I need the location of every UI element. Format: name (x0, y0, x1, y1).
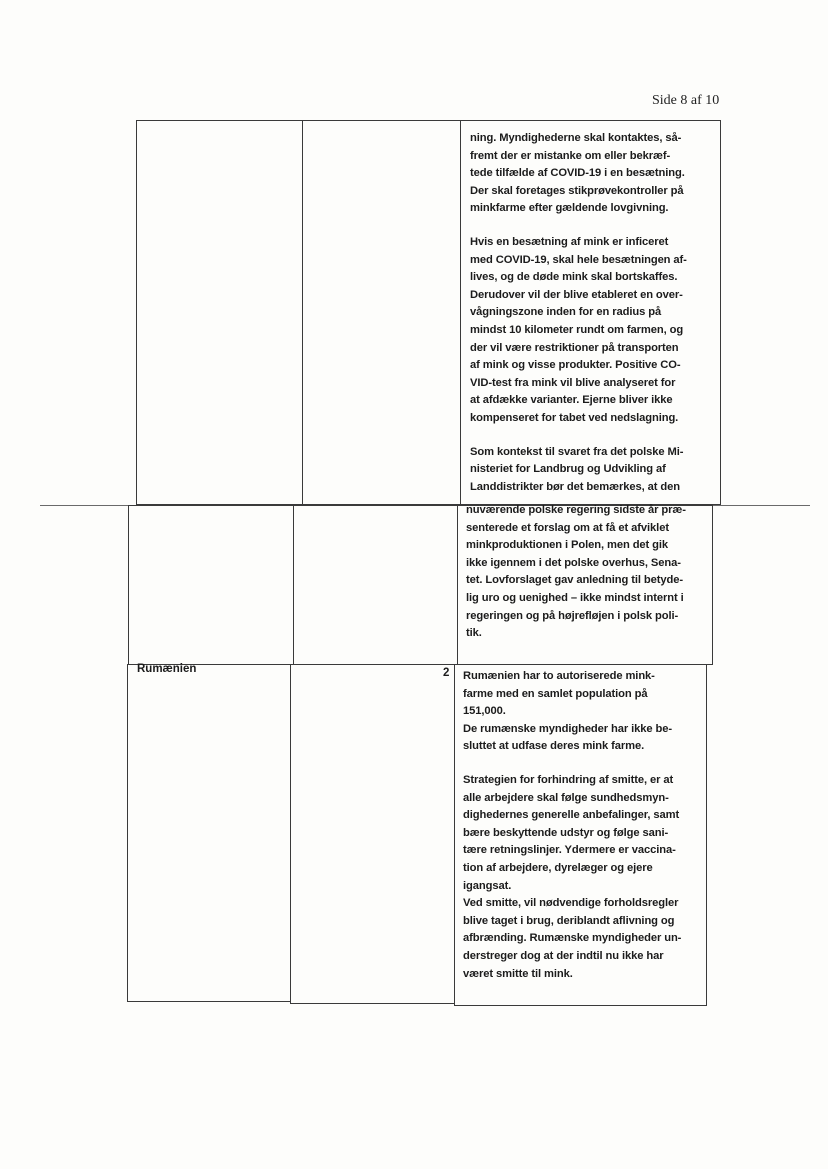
text-line: tik. (466, 627, 482, 640)
row2-text (463, 668, 681, 983)
text-line: Som kontekst til svaret fra det polske Mi- (470, 445, 684, 458)
row1-count-cell-lower (293, 505, 458, 665)
text-line: Strategien for forhindring af smitte, er at (463, 773, 674, 786)
text-line: regeringen og på højrefløjen i polsk poli- (466, 609, 679, 622)
text-line: ning. Myndighederne skal kontaktes, så- (470, 132, 682, 144)
text-line: farme med en samlet population på (463, 687, 648, 700)
text-line: været smitte til mink. (463, 967, 573, 980)
text-line: minkproduktionen i Polen, men det gik (466, 539, 669, 552)
row2-country-cell (127, 664, 291, 1002)
text-line: blive taget i brug, deriblandt aflivning og (463, 914, 675, 927)
text-line: derstreger dog at der indtil nu ikke har (463, 949, 664, 962)
text-line: 151,000. (463, 705, 506, 718)
page-number: Side 8 af 10 (652, 93, 720, 108)
text-line: tet. Lovforslaget gav anledning til betyde- (466, 574, 683, 587)
text-line: kompenseret for tabet ved nedslagning. (470, 411, 679, 424)
text-line: tære retningslinjer. Ydermere er vaccina- (463, 844, 676, 857)
text-line: afbrænding. Rumænske myndigheder un- (463, 932, 682, 945)
text-line: fremt der er mistanke om eller bekræf- (470, 149, 671, 162)
row1-country-cell-upper (136, 120, 303, 505)
mink-farm-count: 2 (443, 667, 450, 679)
text-line: tion af arbejdere, dyrelæger og ejere (463, 861, 653, 874)
text-line: ikke igennem i det polske overhus, Sena- (466, 556, 681, 569)
text-line: Der skal foretages stikprøvekontroller på (470, 184, 684, 197)
text-line: bære beskyttende udstyr og følge sani- (463, 826, 669, 839)
text-line: Derudover vil der blive etableret en over- (470, 288, 683, 301)
text-line: minkfarme efter gældende lovgivning. (470, 202, 669, 215)
text-line: VID-test fra mink vil blive analyseret for (470, 376, 676, 389)
row2-count-cell (290, 664, 455, 1004)
text-line: af mink og visse produkter. Positive CO- (470, 359, 681, 372)
row1-count-cell-upper (302, 120, 461, 505)
text-line: De rumænske myndigheder har ikke be- (463, 722, 673, 735)
text-line: der vil være restriktioner på transporten (470, 341, 679, 354)
text-line: nuværende polske regering sidste år præ- (466, 504, 686, 516)
row1-text-lower (466, 502, 686, 643)
text-line: alle arbejdere skal følge sundhedsmyn- (463, 791, 669, 804)
text-line: vågningszone inden for en radius på (470, 306, 662, 319)
text-line: senterede et forslag om at få et afviklet (466, 521, 669, 534)
text-line: Ved smitte, vil nødvendige forholdsregler (463, 897, 679, 910)
text-line: sluttet at udfase deres mink farme. (463, 740, 645, 753)
text-line: Rumænien har to autoriserede mink- (463, 670, 655, 682)
text-line: at afdække varianter. Ejerne bliver ikke (470, 394, 673, 407)
text-line: Landdistrikter bør det bemærkes, at den (470, 480, 680, 493)
text-line: tede tilfælde af COVID-19 i en besætning. (470, 167, 685, 180)
text-line: Hvis en besætning af mink er inficeret (470, 235, 669, 248)
text-line: lives, og de døde mink skal bortskaffes. (470, 271, 678, 284)
row1-country-cell-lower (128, 505, 294, 665)
row1-text-upper (470, 130, 687, 496)
text-line: igangsat. (463, 879, 512, 892)
text-line: nisteriet for Landbrug og Udvikling af (470, 463, 666, 476)
text-line: lig uro og uenighed – ikke mindst internt i (466, 591, 684, 604)
text-line: mindst 10 kilometer rundt om farmen, og (470, 323, 684, 336)
country-label: Rumænien (137, 663, 197, 675)
text-line: med COVID-19, skal hele besætningen af- (470, 253, 687, 266)
text-line: dighedernes generelle anbefalinger, samt (463, 809, 680, 822)
